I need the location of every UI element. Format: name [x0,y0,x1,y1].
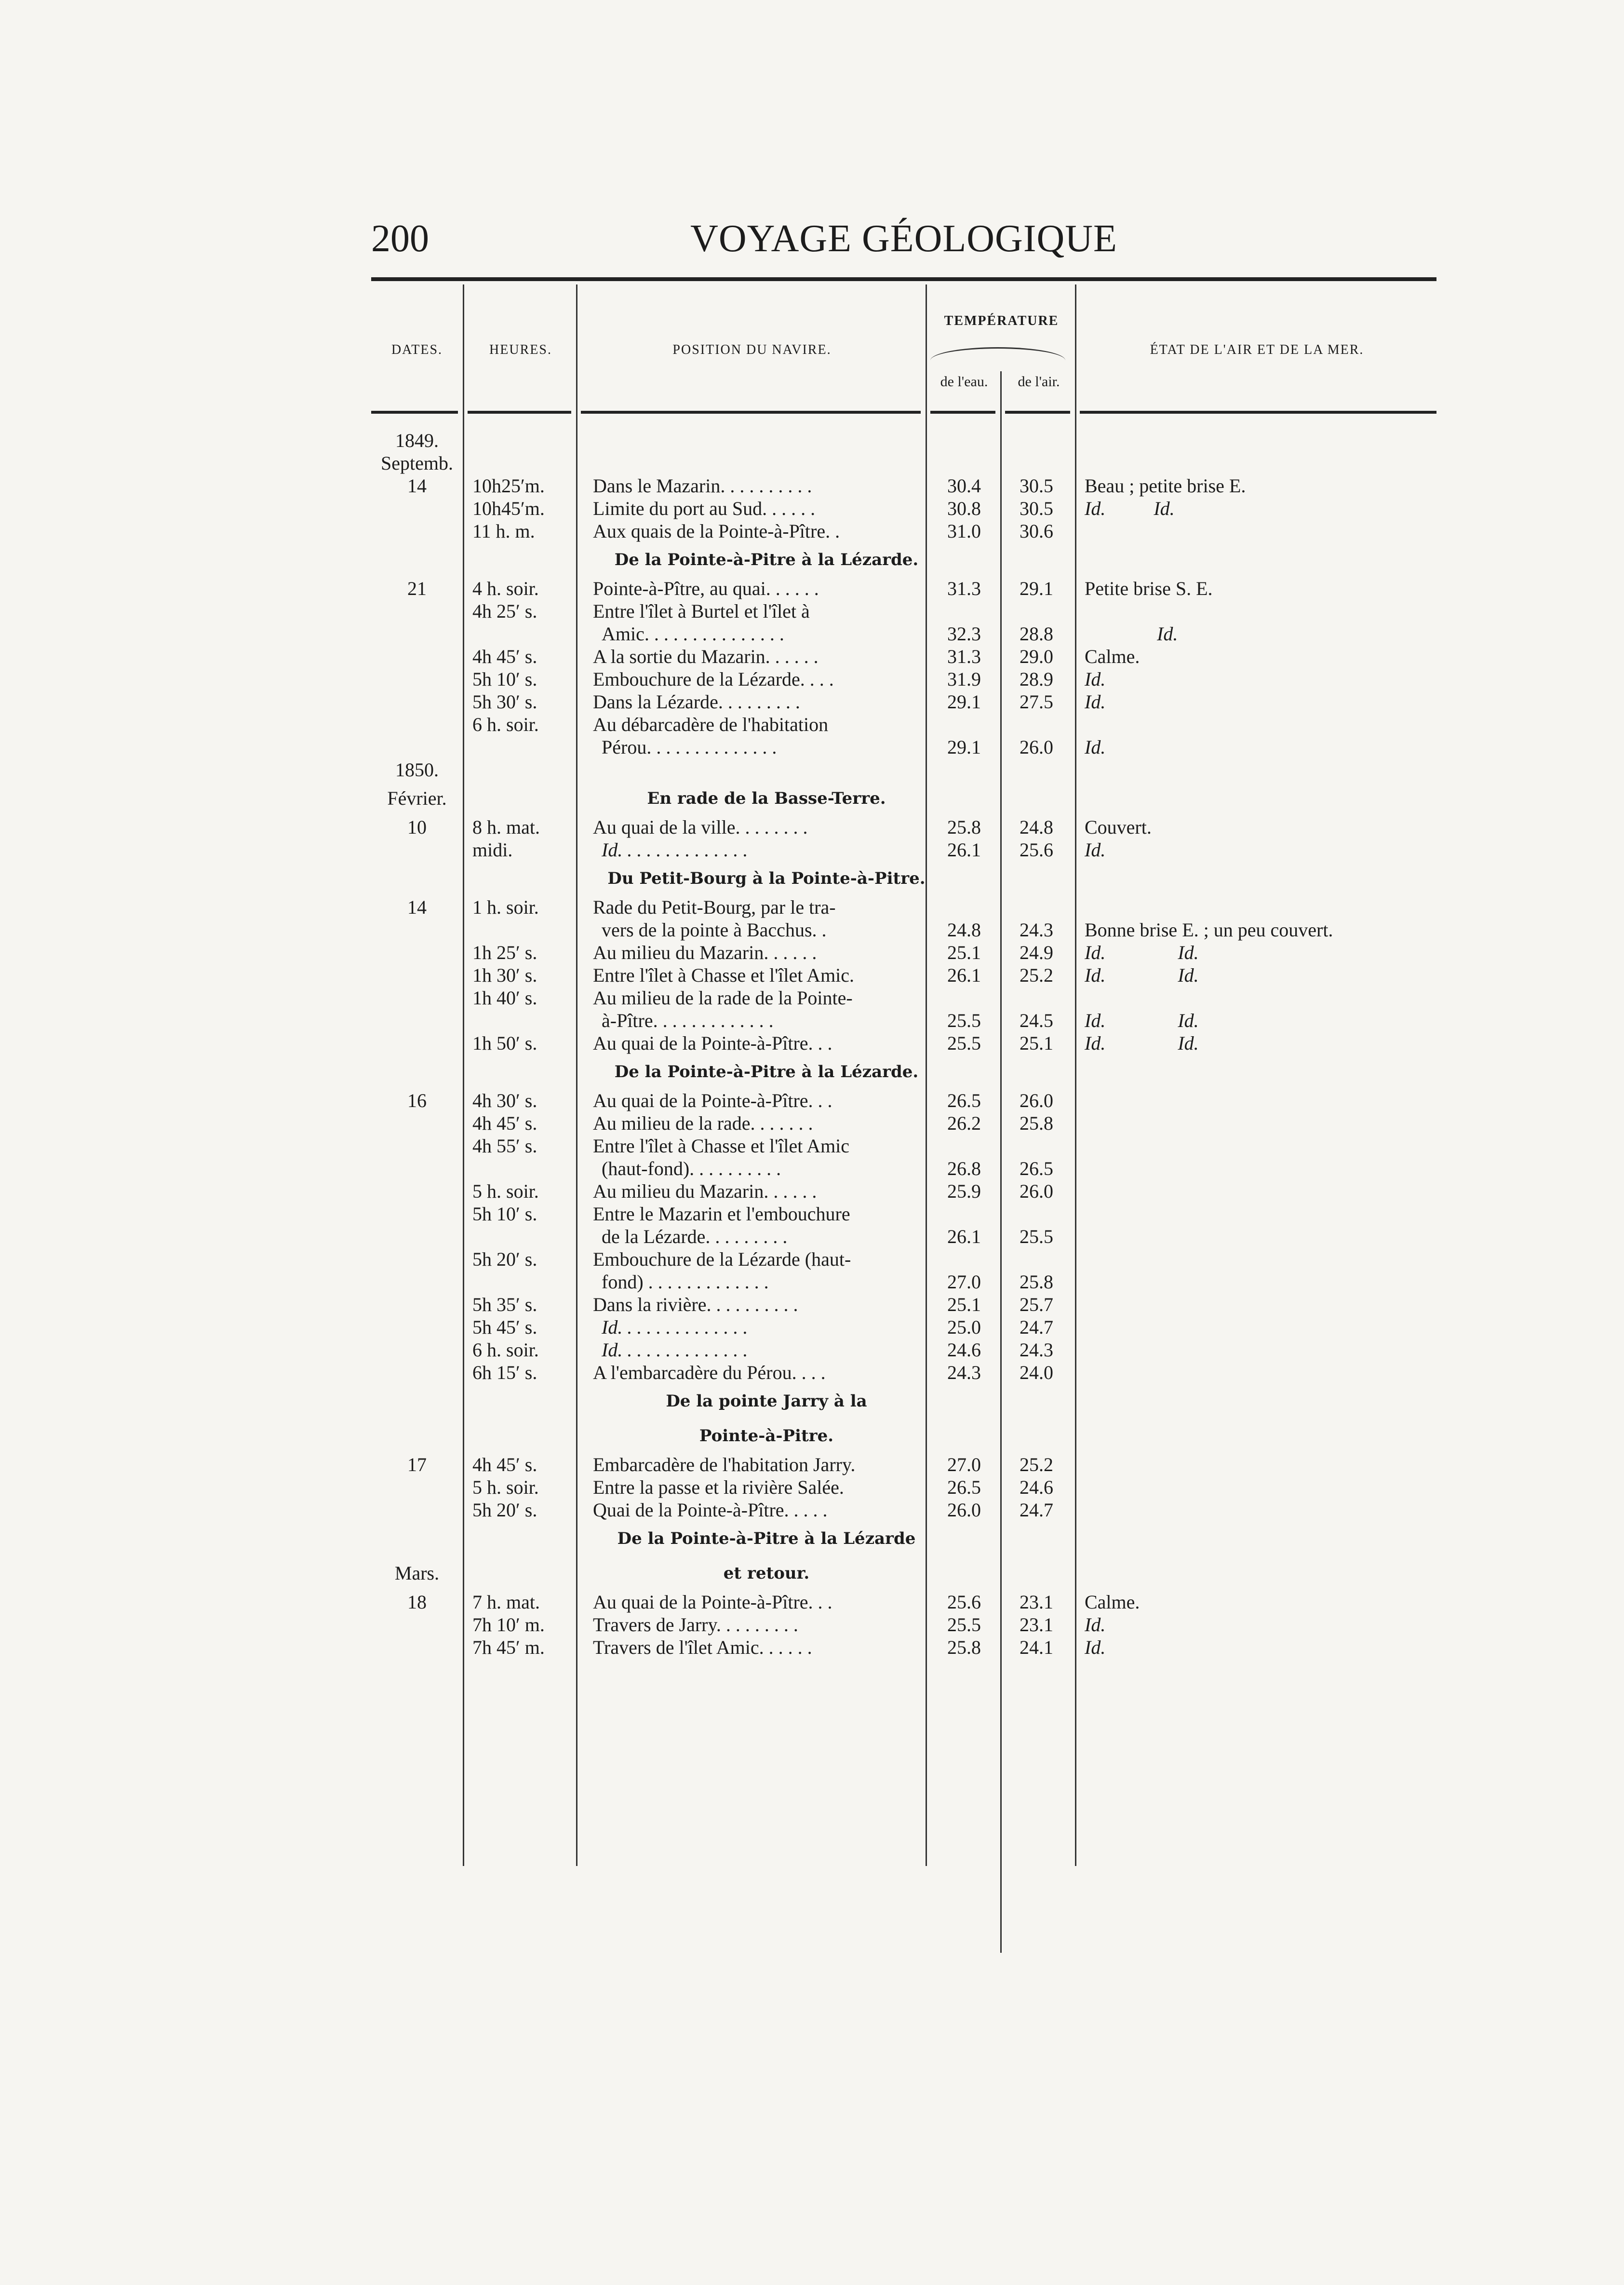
row-date: Mars. [394,1562,440,1584]
row-hour: 5h 10′ s. [472,1203,537,1225]
row-air-temp: 25.7 [1020,1294,1053,1315]
row-conditions: Id. Id. [1085,942,1199,963]
row-position: Aux quais de la Pointe-à-Pître. . [593,520,840,542]
row-position: A l'embarcadère du Pérou. . . . [593,1362,826,1383]
row-position: Dans la Lézarde. . . . . . . . . [593,691,800,713]
header-heures: HEURES. [489,342,552,357]
table-row [371,1613,1436,1636]
row-position: (haut-fond). . . . . . . . . . [602,1158,781,1179]
row-air-temp: 25.1 [1020,1032,1053,1054]
row-water-temp: 25.0 [947,1316,981,1338]
row-position: Au milieu du Mazarin. . . . . . [593,1180,817,1202]
row-position: Entre l'îlet à Chasse et l'îlet Amic [593,1135,850,1157]
table-row [371,690,1436,713]
row-hour: 7 h. mat. [472,1591,540,1613]
table-row [371,1248,1436,1271]
table-row [371,1157,1436,1180]
row-position: Travers de l'îlet Amic. . . . . . [593,1636,812,1658]
row-position: Quai de la Pointe-à-Pître. . . . . [593,1499,828,1521]
table-row [371,1293,1436,1316]
row-air-temp: 24.7 [1020,1499,1053,1521]
table-row [371,429,1436,452]
row-position: Au quai de la Pointe-à-Pître. . . [593,1032,832,1054]
section-heading: De la Pointe-à-Pitre à la Lézarde. [614,550,919,569]
header-rule [468,411,571,414]
section-heading-row [371,542,1436,577]
row-air-temp: 25.2 [1020,964,1053,986]
row-conditions: Id. Id. [1085,1032,1199,1054]
section-heading: Pointe-à-Pitre. [699,1426,834,1446]
row-date: 17 [407,1454,427,1475]
table-row [371,1203,1436,1225]
row-position: Au quai de la ville. . . . . . . . [593,816,808,838]
row-position: Embouchure de la Lézarde (haut- [593,1248,851,1270]
table-row [371,622,1436,645]
row-position: de la Lézarde. . . . . . . . . [602,1226,788,1247]
row-air-temp: 28.8 [1020,623,1053,645]
row-conditions: Bonne brise E. ; un peu couvert. [1085,919,1333,941]
row-date: 14 [407,896,427,918]
row-date: 1850. [395,759,439,781]
row-position: vers de la pointe à Bacchus. . [602,919,827,941]
row-air-temp: 25.8 [1020,1112,1053,1134]
table-row [371,736,1436,758]
page-header [371,207,1436,270]
row-water-temp: 24.3 [947,1362,981,1383]
row-position: Pérou. . . . . . . . . . . . . . [602,736,777,758]
row-water-temp: 30.8 [947,498,981,519]
row-hour: 10h25′m. [472,475,545,497]
row-air-temp: 23.1 [1020,1614,1053,1636]
table-row [371,838,1436,861]
row-water-temp: 25.1 [947,942,981,963]
row-air-temp: 24.1 [1020,1636,1053,1658]
table-row [371,1636,1436,1659]
data-table [371,284,1436,1876]
row-position: Id. . . . . . . . . . . . . . [602,1316,748,1338]
row-water-temp: 25.5 [947,1010,981,1031]
section-heading-row [371,1055,1436,1089]
row-water-temp: 26.1 [947,1226,981,1247]
header-temperature: TEMPÉRATURE [944,313,1059,328]
header-position: POSITION DU NAVIRE. [672,342,832,357]
running-title: VOYAGE GÉOLOGIQUE [690,217,1117,260]
row-water-temp: 29.1 [947,736,981,758]
table-row [371,1499,1436,1521]
table-row [371,1009,1436,1032]
row-position: Travers de Jarry. . . . . . . . . [593,1614,798,1636]
row-hour: 5 h. soir. [472,1476,539,1498]
row-water-temp: 24.8 [947,919,981,941]
row-position: Au milieu de la rade. . . . . . . [593,1112,813,1134]
row-hour: 1h 30′ s. [472,964,537,986]
table-row [371,1225,1436,1248]
row-hour: 4h 55′ s. [472,1135,537,1157]
row-conditions: Id. [1085,623,1178,645]
row-date: 10 [407,816,427,838]
section-heading-row [371,1556,1436,1591]
table-row [371,964,1436,987]
row-water-temp: 25.5 [947,1032,981,1054]
row-hour: 7h 45′ m. [472,1636,545,1658]
table-row [371,1032,1436,1055]
row-hour: 5h 35′ s. [472,1294,537,1315]
row-conditions: Id. [1085,1614,1106,1636]
row-date: 16 [407,1090,427,1111]
table-row [371,600,1436,622]
row-water-temp: 27.0 [947,1454,981,1475]
row-hour: 1h 40′ s. [472,987,537,1009]
row-date: 21 [407,578,427,599]
row-position: Id. . . . . . . . . . . . . . [602,839,748,861]
section-heading-row [371,1384,1436,1419]
section-heading: De la pointe Jarry à la [666,1392,867,1411]
table-row [371,941,1436,964]
row-air-temp: 24.6 [1020,1476,1053,1498]
table-row [371,1339,1436,1361]
temperature-brace [930,347,1065,363]
row-hour: 6h 15′ s. [472,1362,537,1383]
row-air-temp: 29.1 [1020,578,1053,599]
row-hour: 10h45′m. [472,498,545,519]
table-row [371,520,1436,542]
row-position: fond) . . . . . . . . . . . . . [602,1271,769,1293]
row-air-temp: 25.2 [1020,1454,1053,1475]
header-rule [371,411,458,414]
row-air-temp: 30.6 [1020,520,1053,542]
row-water-temp: 25.1 [947,1294,981,1315]
row-position: Pointe-à-Pître, au quai. . . . . . [593,578,819,599]
header-rule [930,411,995,414]
row-hour: 5h 20′ s. [472,1248,537,1270]
row-date: 14 [407,475,427,497]
row-water-temp: 26.1 [947,964,981,986]
header-etat: ÉTAT DE L'AIR ET DE LA MER. [1150,342,1364,357]
row-water-temp: 25.9 [947,1180,981,1202]
row-conditions: Calme. [1085,646,1140,667]
table-row [371,577,1436,600]
row-water-temp: 25.8 [947,816,981,838]
table-row [371,1089,1436,1112]
row-air-temp: 26.0 [1020,1180,1053,1202]
header-air: de l'air. [1018,374,1060,390]
row-position: Entre la passe et la rivière Salée. [593,1476,844,1498]
table-row [371,1453,1436,1476]
section-heading-row [371,861,1436,896]
row-water-temp: 31.3 [947,646,981,667]
table-row [371,645,1436,668]
row-air-temp: 24.7 [1020,1316,1053,1338]
row-position: Entre le Mazarin et l'embouchure [593,1203,850,1225]
row-conditions: Id. [1085,736,1106,758]
row-position: Embarcadère de l'habitation Jarry. [593,1454,856,1475]
row-conditions: Id. [1085,668,1106,690]
row-air-temp: 24.9 [1020,942,1053,963]
row-water-temp: 26.2 [947,1112,981,1134]
row-hour: 4h 45′ s. [472,1112,537,1134]
row-water-temp: 25.8 [947,1636,981,1658]
row-hour: 5h 20′ s. [472,1499,537,1521]
table-row [371,1476,1436,1499]
row-conditions: Id. [1085,1636,1106,1658]
row-air-temp: 27.5 [1020,691,1053,713]
row-air-temp: 24.0 [1020,1362,1053,1383]
row-hour: 11 h. m. [472,520,535,542]
row-conditions: Petite brise S. E. [1085,578,1213,599]
section-heading: De la Pointe-à-Pitre à la Lézarde. [614,1062,919,1082]
row-air-temp: 23.1 [1020,1591,1053,1613]
row-hour: 6 h. soir. [472,1339,539,1361]
table-row [371,816,1436,838]
row-air-temp: 29.0 [1020,646,1053,667]
row-air-temp: 24.3 [1020,919,1053,941]
row-date: Septemb. [381,452,453,474]
row-hour: 1h 25′ s. [472,942,537,963]
row-position: Au débarcadère de l'habitation [593,714,829,735]
table-row [371,668,1436,690]
table-row [371,1112,1436,1135]
table-row [371,919,1436,941]
section-heading-row [371,1419,1436,1453]
row-position: Au quai de la Pointe-à-Pître. . . [593,1591,832,1613]
row-air-temp: 25.5 [1020,1226,1053,1247]
header-eau: de l'eau. [940,374,988,390]
row-hour: 1h 50′ s. [472,1032,537,1054]
row-hour: midi. [472,839,513,861]
table-row [371,1591,1436,1613]
row-conditions: Beau ; petite brise E. [1085,475,1246,497]
table-body [371,429,1436,1659]
row-air-temp: 26.0 [1020,736,1053,758]
table-row [371,452,1436,474]
section-heading-row [371,1521,1436,1556]
header-rule [1080,411,1436,414]
table-row [371,474,1436,497]
row-position: Limite du port au Sud. . . . . . [593,498,816,519]
table-row [371,497,1436,520]
row-water-temp: 27.0 [947,1271,981,1293]
row-hour: 4h 25′ s. [472,600,537,622]
table-row [371,1271,1436,1293]
row-air-temp: 25.6 [1020,839,1053,861]
table-row [371,1180,1436,1203]
table-row [371,713,1436,736]
row-water-temp: 26.5 [947,1476,981,1498]
row-air-temp: 30.5 [1020,475,1053,497]
row-conditions: Id. [1085,839,1106,861]
row-water-temp: 26.8 [947,1158,981,1179]
row-water-temp: 26.1 [947,839,981,861]
section-heading: et retour. [723,1564,810,1583]
section-heading: De la Pointe-à-Pitre à la Lézarde [617,1529,916,1548]
table-row [371,1361,1436,1384]
row-conditions: Id. Id. [1085,498,1175,519]
row-date: 1849. [395,430,439,451]
header-rule [1005,411,1070,414]
row-air-temp: 24.8 [1020,816,1053,838]
row-date: 18 [407,1591,427,1613]
row-hour: 4h 45′ s. [472,646,537,667]
row-hour: 7h 10′ m. [472,1614,545,1636]
row-air-temp: 30.5 [1020,498,1053,519]
header-dates: DATES. [391,342,443,357]
row-position: Entre l'îlet à Chasse et l'îlet Amic. [593,964,855,986]
row-hour: 4h 45′ s. [472,1454,537,1475]
section-heading: En rade de la Basse-Terre. [647,789,886,808]
row-conditions: Id. [1085,691,1106,713]
row-water-temp: 32.3 [947,623,981,645]
page-number: 200 [371,217,429,260]
row-hour: 4h 30′ s. [472,1090,537,1111]
row-air-temp: 28.9 [1020,668,1053,690]
row-position: Rade du Petit-Bourg, par le tra- [593,896,836,918]
row-position: Au milieu de la rade de la Pointe- [593,987,853,1009]
top-rule [371,277,1436,281]
row-water-temp: 31.9 [947,668,981,690]
row-position: Amic. . . . . . . . . . . . . . . [602,623,784,645]
section-heading: Du Petit-Bourg à la Pointe-à-Pitre. [607,869,926,888]
row-water-temp: 25.5 [947,1614,981,1636]
row-water-temp: 31.3 [947,578,981,599]
row-conditions: Calme. [1085,1591,1140,1613]
row-hour: 5h 30′ s. [472,691,537,713]
row-water-temp: 25.6 [947,1591,981,1613]
row-position: Embouchure de la Lézarde. . . . [593,668,834,690]
row-air-temp: 26.0 [1020,1090,1053,1111]
table-row [371,987,1436,1009]
row-hour: 4 h. soir. [472,578,539,599]
table-row [371,896,1436,919]
row-air-temp: 24.3 [1020,1339,1053,1361]
table-row [371,1316,1436,1339]
row-air-temp: 25.8 [1020,1271,1053,1293]
row-position: Dans le Mazarin. . . . . . . . . . [593,475,812,497]
row-date: Février. [387,787,447,809]
row-hour: 5h 45′ s. [472,1316,537,1338]
section-heading-row [371,781,1436,816]
row-position: Dans la rivière. . . . . . . . . . [593,1294,798,1315]
row-hour: 5 h. soir. [472,1180,539,1202]
row-water-temp: 24.6 [947,1339,981,1361]
row-water-temp: 31.0 [947,520,981,542]
row-water-temp: 26.5 [947,1090,981,1111]
row-position: Au quai de la Pointe-à-Pître. . . [593,1090,832,1111]
row-conditions: Couvert. [1085,816,1152,838]
row-hour: 6 h. soir. [472,714,539,735]
row-water-temp: 30.4 [947,475,981,497]
row-position: Entre l'îlet à Burtel et l'îlet à [593,600,810,622]
row-water-temp: 29.1 [947,691,981,713]
header-rule [581,411,921,414]
row-position: Au milieu du Mazarin. . . . . . [593,942,817,963]
row-water-temp: 26.0 [947,1499,981,1521]
table-row [371,1135,1436,1157]
row-air-temp: 24.5 [1020,1010,1053,1031]
row-conditions: Id. Id. [1085,1010,1199,1031]
row-position: à-Pître. . . . . . . . . . . . . [602,1010,774,1031]
row-hour: 8 h. mat. [472,816,540,838]
row-hour: 5h 10′ s. [472,668,537,690]
table-row [371,758,1436,781]
row-conditions: Id. Id. [1085,964,1199,986]
row-position: Id. . . . . . . . . . . . . . [602,1339,748,1361]
row-position: A la sortie du Mazarin. . . . . . [593,646,819,667]
row-hour: 1 h. soir. [472,896,539,918]
row-air-temp: 26.5 [1020,1158,1053,1179]
